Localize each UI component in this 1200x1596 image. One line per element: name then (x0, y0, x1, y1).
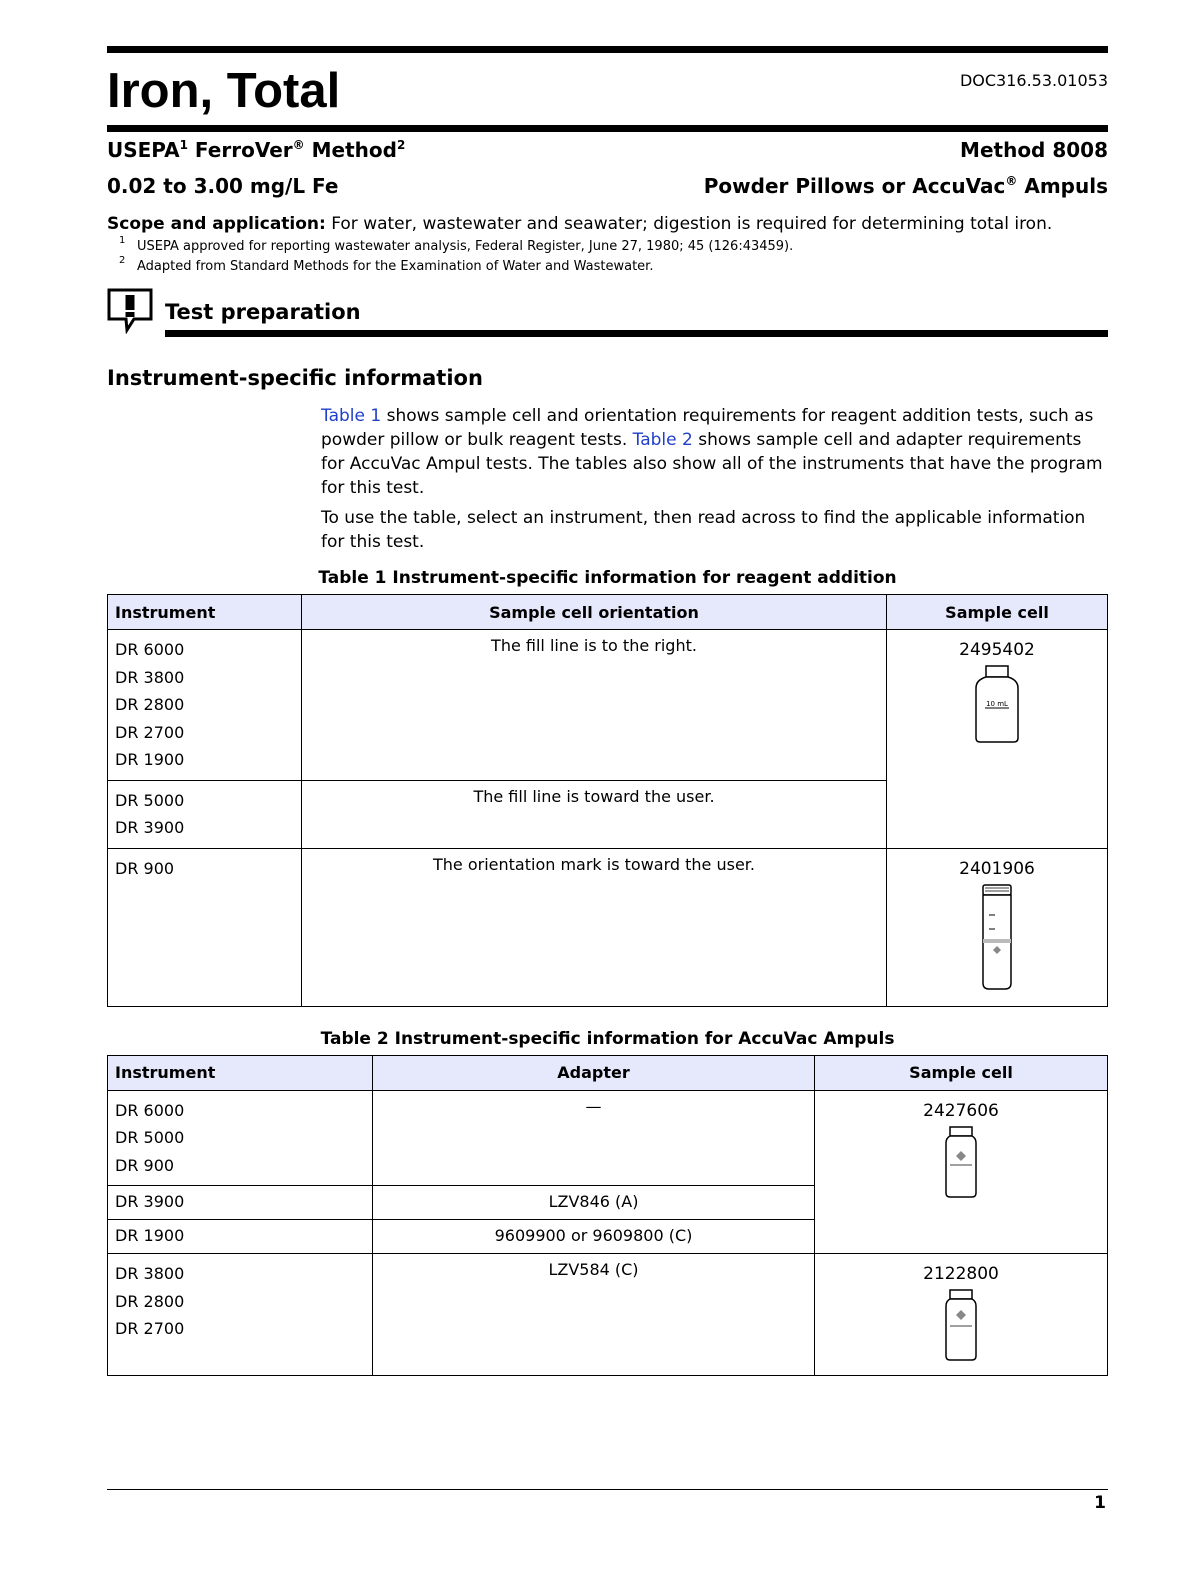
sample-cell-cell (887, 848, 1108, 1006)
column-header: Instrument (108, 595, 302, 630)
table-1 (107, 594, 1108, 1007)
instrument-name: DR 3800 (115, 667, 185, 687)
instrument-name: DR 1900 (115, 1226, 185, 1245)
instrument-name: DR 2800 (115, 1291, 185, 1311)
page-number: 1 (1094, 1493, 1106, 1513)
table-header-row (108, 595, 1108, 630)
document-title: Iron, Total (107, 64, 341, 118)
instrument-info-body (321, 404, 1108, 554)
square-sample-cell-icon (974, 664, 1020, 744)
column-header: Adapter (373, 1055, 815, 1090)
table-2-link[interactable]: Table 2 (632, 430, 693, 450)
footer-rule (107, 1489, 1108, 1490)
method-range: 0.02 to 3.00 mg/L Fe (107, 174, 339, 198)
column-header: Instrument (108, 1055, 373, 1090)
ampul-sample-cell-icon (944, 1288, 978, 1362)
table-row (108, 848, 1108, 1006)
instrument-cell (108, 848, 302, 1006)
instrument-cell (108, 1254, 373, 1376)
orientation-cell: The orientation mark is toward the user. (302, 848, 887, 1006)
title-rule (107, 125, 1108, 132)
sample-cell-number: 2427606 (923, 1100, 999, 1121)
adapter-cell: — (373, 1090, 815, 1186)
sample-cell-number: 2122800 (923, 1264, 999, 1284)
section-header (107, 288, 1108, 340)
method-name: USEPA$^1$ FerroVer® Method$^2$ (107, 138, 406, 162)
instrument-name: DR 3800 (115, 1264, 185, 1283)
instrument-cell (108, 1090, 373, 1186)
instrument-name: DR 900 (115, 858, 175, 878)
document-number: DOC316.53.01053 (959, 71, 1108, 90)
ampul-sample-cell-icon (944, 1125, 978, 1199)
top-rule (107, 46, 1108, 53)
instrument-name: DR 6000 (115, 640, 185, 659)
exclamation-note-icon (107, 288, 153, 334)
round-sample-cell-icon (979, 883, 1015, 991)
method-row (107, 132, 1108, 168)
adapter-cell: LZV584 (C) (373, 1254, 815, 1376)
instrument-name: DR 3900 (115, 818, 185, 837)
document-page (107, 46, 1108, 1376)
orientation-cell: The fill line is to the right. (302, 630, 887, 781)
column-header: Sample cell (887, 595, 1108, 630)
method-number: Method 8008 (960, 138, 1108, 162)
instrument-name: DR 5000 (115, 1128, 185, 1147)
instrument-info-heading: Instrument-specific information (107, 366, 483, 390)
sample-cell-cell (887, 630, 1108, 849)
instrument-name: DR 900 (115, 1155, 175, 1175)
table-2 (107, 1055, 1108, 1377)
sample-cell-number: 2495402 (959, 640, 1035, 660)
instrument-name: DR 6000 (115, 1100, 185, 1120)
scope-and-application: Scope and application: For water, wastewater and seawater; digestion is required for determining total iron. (107, 214, 1053, 234)
instrument-cell (108, 1186, 373, 1220)
column-header: Sample cell (815, 1055, 1108, 1090)
table-1-caption: Table 1 Instrument-specific information for reagent addition (318, 568, 897, 588)
instrument-name: DR 2800 (115, 695, 185, 714)
sample-cell-cell (815, 1254, 1108, 1376)
table-row (108, 1090, 1108, 1186)
instrument-name: DR 5000 (115, 790, 185, 810)
method-format: Powder Pillows or AccuVac® Ampuls (703, 174, 1108, 198)
instrument-info-paragraph-1: Table 1 shows sample cell and orientation requirements for reagent addition tests, such as powder pillow or bulk reagent tests. Table 2 shows sample cell and adapter requirements for AccuVac Ampul tests. The tables also show all of the instruments that have the program for this test. (321, 406, 1103, 498)
sample-cell-number: 2401906 (959, 858, 1035, 879)
section-title: Test preparation (165, 300, 361, 324)
table-header-row (108, 1055, 1108, 1090)
instrument-name: DR 2700 (115, 1319, 185, 1338)
instrument-name: DR 1900 (115, 750, 185, 769)
table-1-link[interactable]: Table 1 (321, 406, 382, 426)
instrument-name: DR 3900 (115, 1192, 185, 1211)
instrument-cell (108, 1220, 373, 1254)
footnote-1: 1 USEPA approved for reporting wastewater analysis, Federal Register, June 27, 1980; 45 (126:43459). (119, 235, 794, 254)
range-row (107, 168, 1108, 204)
title-row (107, 53, 1108, 125)
orientation-cell: The fill line is toward the user. (302, 780, 887, 848)
table-row (108, 630, 1108, 781)
column-header: Sample cell orientation (302, 595, 887, 630)
instrument-cell (108, 780, 302, 848)
instrument-name: DR 2700 (115, 722, 185, 742)
instrument-info-paragraph-2: To use the table, select an instrument, then read across to find the applicable information for this test. (321, 508, 1086, 552)
adapter-cell: LZV846 (A) (373, 1186, 815, 1220)
table-2-caption: Table 2 Instrument-specific information for AccuVac Ampuls (320, 1028, 895, 1049)
footnote-2: 2 Adapted from Standard Methods for the Examination of Water and Wastewater. (119, 255, 654, 274)
sample-cell-cell (815, 1090, 1108, 1254)
section-rule (165, 330, 1108, 337)
table-row (108, 1254, 1108, 1376)
instrument-cell (108, 630, 302, 781)
adapter-cell: 9609900 or 9609800 (C) (373, 1220, 815, 1254)
vial-label: 10 mL (986, 700, 1008, 708)
